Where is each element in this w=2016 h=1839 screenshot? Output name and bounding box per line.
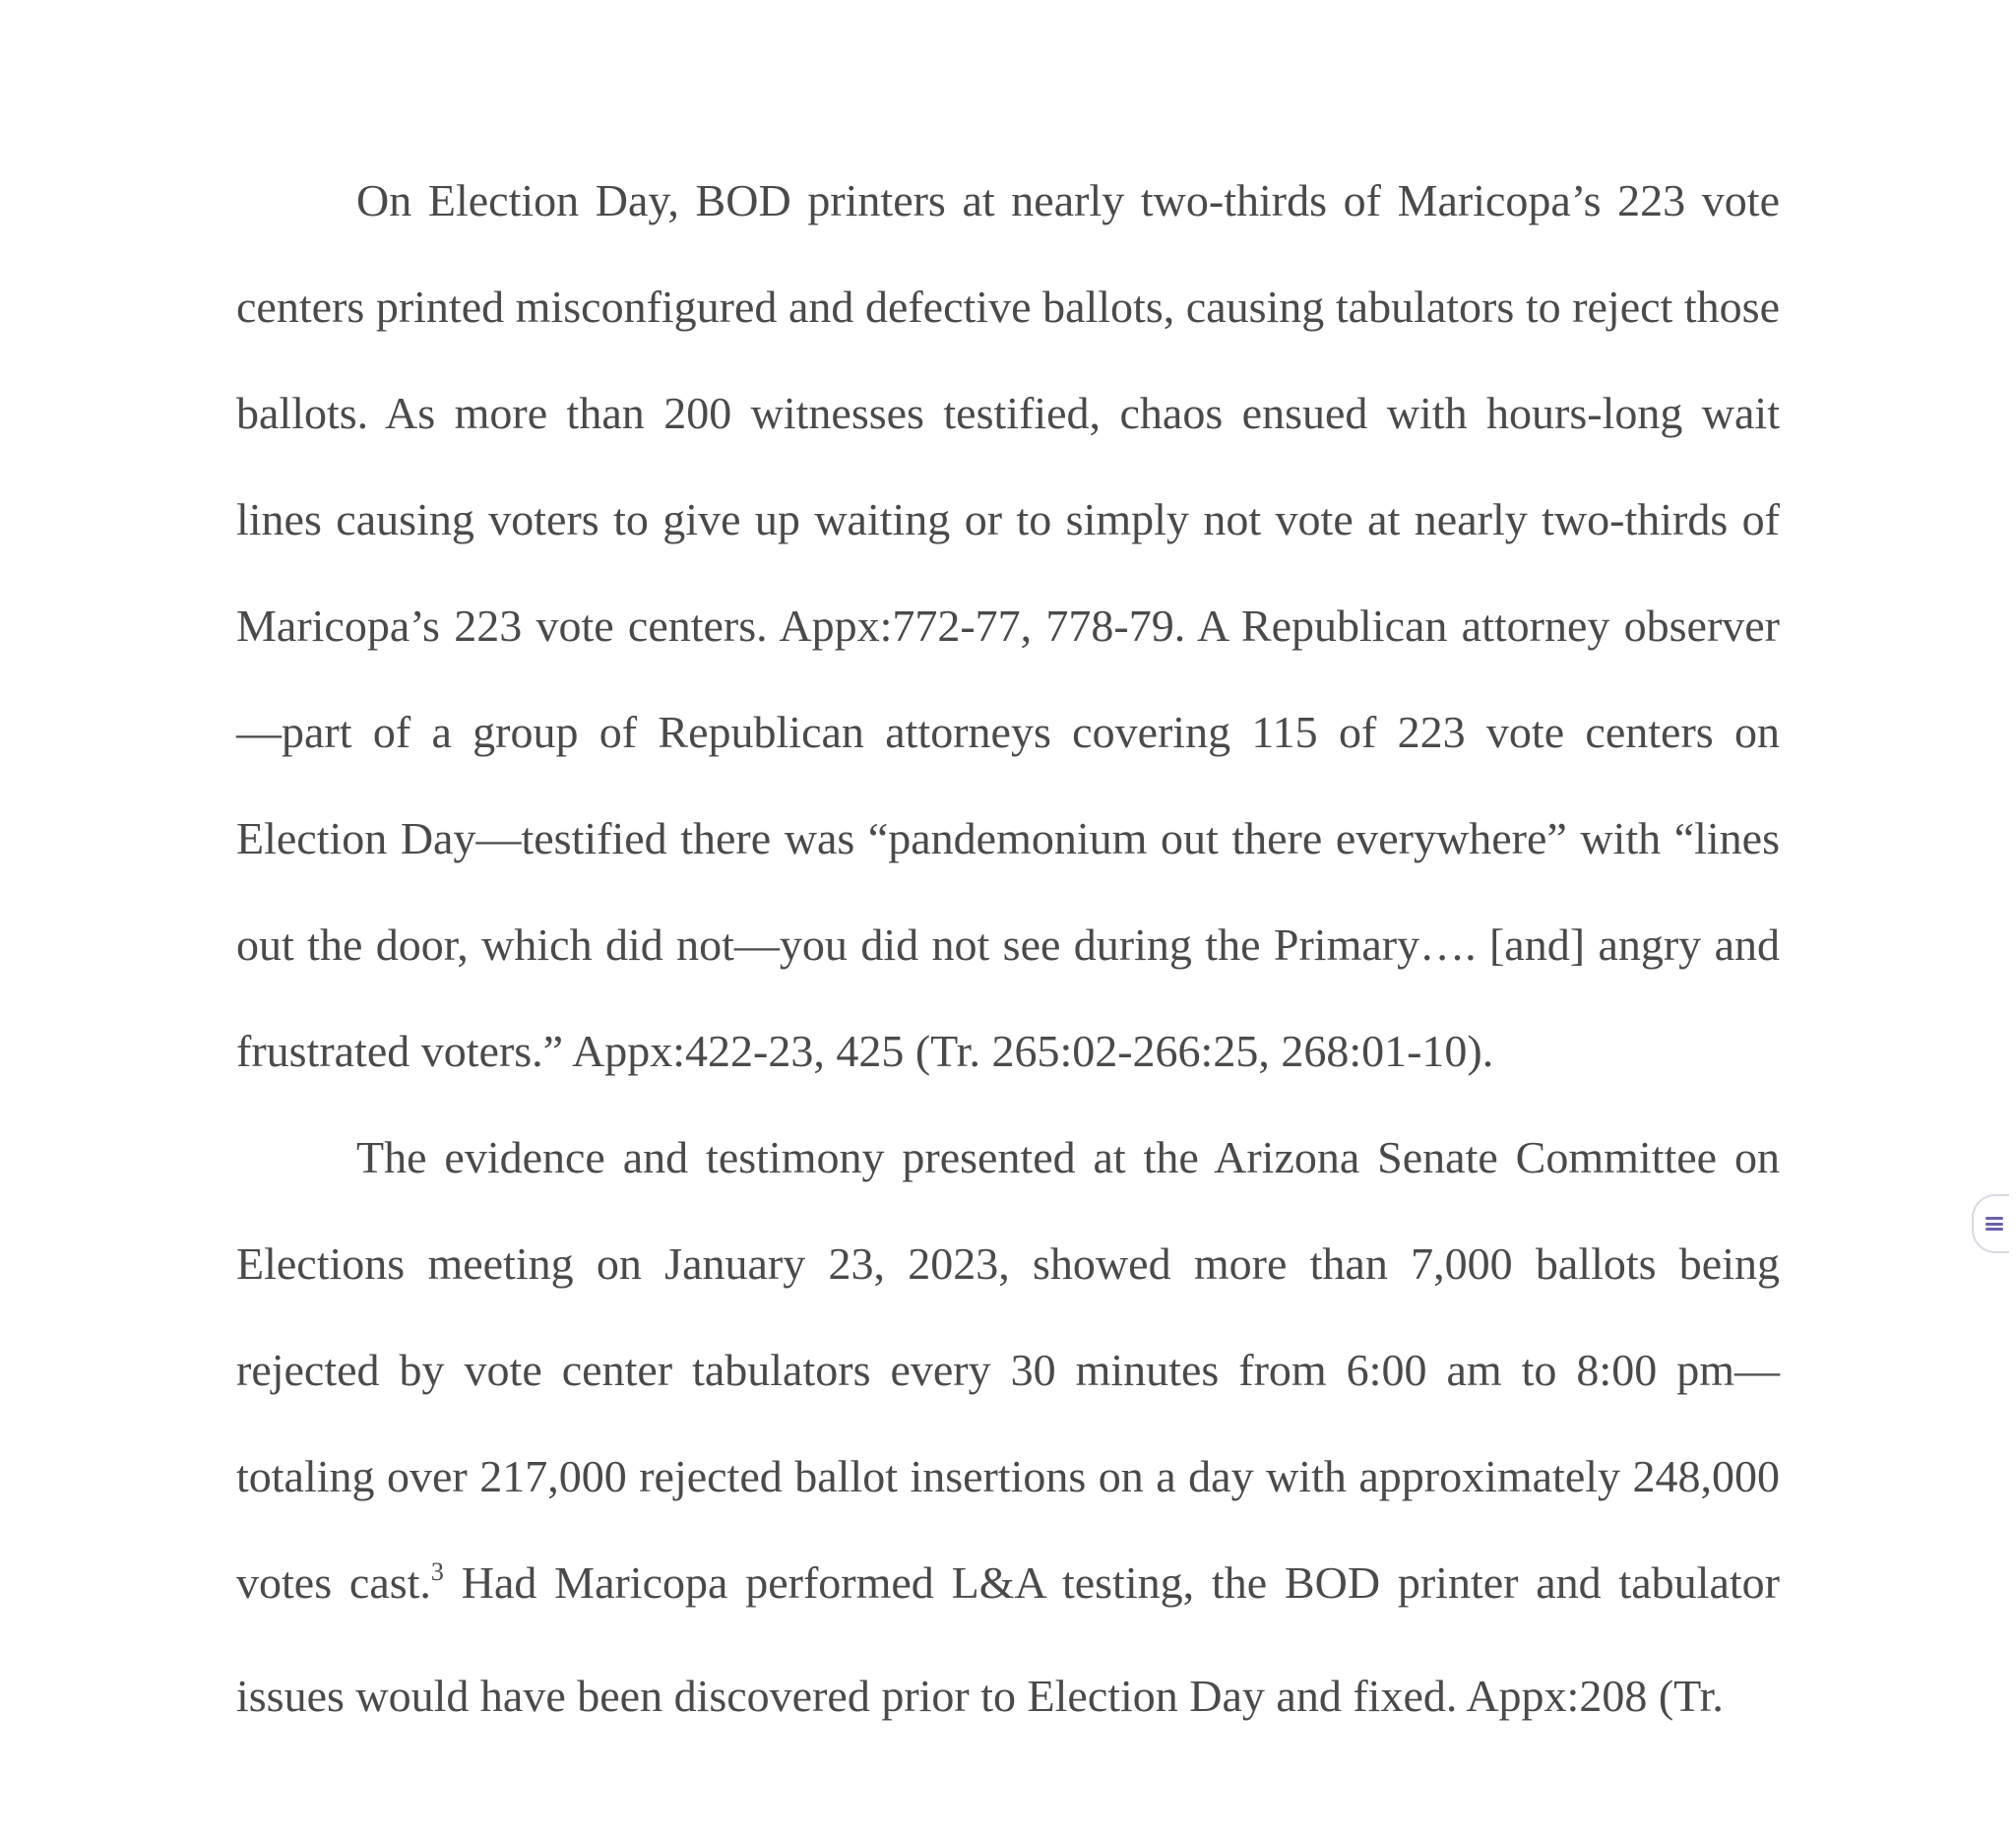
paragraph-senate-committee-continuation: Had Maricopa performed L&A testing, the BOD printer and tabulator issues would have been discovered prior to Election Day and fixed. Appx:208 (Tr. [236, 1557, 1780, 1721]
paragraph-election-day [236, 148, 1780, 1105]
footnote-marker[interactable]: 3 [430, 1557, 444, 1586]
document-page [236, 148, 1780, 1749]
paragraph-election-day-text: On Election Day, BOD printers at nearly two-thirds of Maricopa’s 223 vote centers printed misconfigured and defective ballots, causing tabulators to reject those ballots. As more than 200 witnesses testified, chaos ensued with hours-long wait lines causing voters to give up waiting or to simply not vote at nearly two-thirds of Maricopa’s 223 vote centers. Appx:772-77, 778-79. A Republican attorney observer—part of a group of Republican attorneys covering 115 of 223 vote centers on Election Day—testified there was “pandemonium out there everywhere” with “lines out the door, which did not—you did not see during the Primary…. [and] angry and frustrated voters.” Appx:422-23, 425 (Tr. 265:02-266:25, 268:01-10). [236, 175, 1780, 1076]
hamburger-menu-icon [1985, 1217, 2003, 1231]
paragraph-senate-committee [236, 1105, 1780, 1749]
side-panel-toggle-button[interactable] [1972, 1194, 2009, 1253]
paragraph-senate-committee-text: The evidence and testimony presented at the Arizona Senate Committee on Elections meeting on January 23, 2023, showed more than 7,000 ballots being rejected by vote center tabulators every 30 minutes from 6:00 am to 8:00 pm—totaling over 217,000 rejected ballot insertions on a day with approximately 248,000 votes cast. [236, 1132, 1780, 1608]
